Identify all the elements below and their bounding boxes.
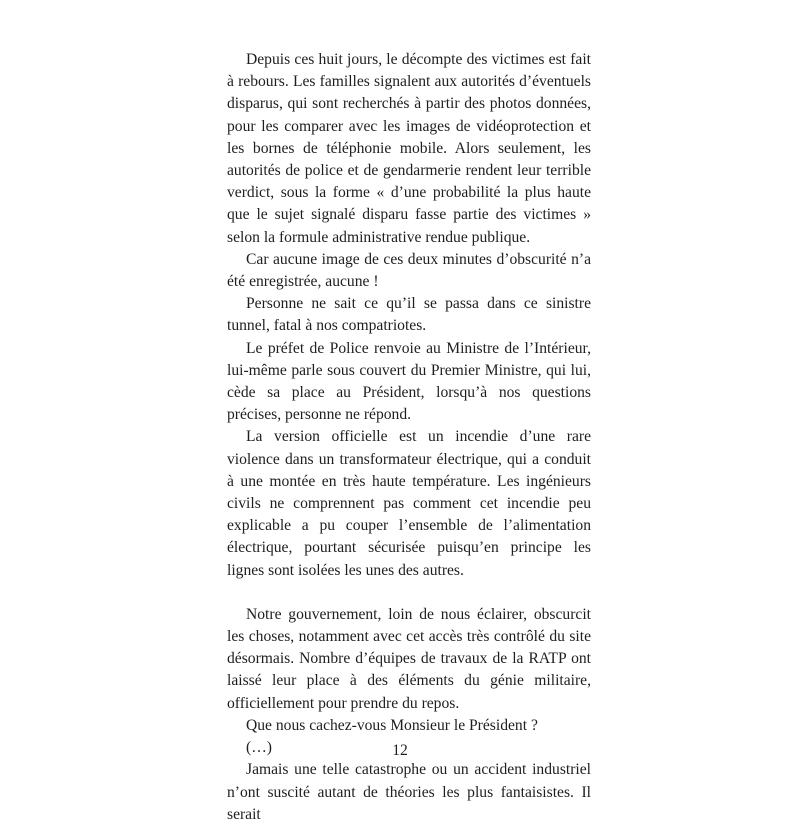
paragraph: (…)	[246, 739, 272, 757]
paragraph: La version officielle est un incendie d’une rare violence dans un transformateur électrique, qui a conduit à une montée en très haute température. Les ingénieurs civils ne comprennent pas comment cet incendie peu explicable a pu couper l’ensemble de l’alimentation électrique, pourtant sécurisée puisqu’en principe les lignes sont isolées les unes des autres.	[227, 428, 591, 579]
paragraph: Jamais une telle catastrophe ou un accident industriel n’ont suscité autant de théories les plus fantaisistes. Il serait	[227, 761, 591, 823]
paragraph: Car aucune image de ces deux minutes d’obscurité n’a été enregistrée, aucune !	[227, 250, 591, 291]
paragraph: Le préfet de Police renvoie au Ministre de l’Intérieur, lui-même parle sous couvert du Premier Ministre, qui lui, cède sa place au Président, lorsqu’à nos questions précises, personne ne répond.	[227, 339, 591, 424]
paragraph: Personne ne sait ce qu’il se passa dans ce sinistre tunnel, fatal à nos compatriotes.	[227, 295, 591, 335]
paragraph: Que nous cachez-vous Monsieur le Président ?	[246, 716, 538, 734]
page-number: 12	[392, 742, 408, 759]
body-text	[227, 49, 591, 826]
paragraph: Notre gouvernement, loin de nous éclairer, obscurcit les choses, notamment avec cet accès très contrôlé du site désormais. Nombre d’équipes de travaux de la RATP ont laissé leur place à des éléments du génie militaire, officiellement pour prendre du repos.	[227, 605, 591, 712]
paragraph: Depuis ces huit jours, le décompte des victimes est fait à rebours. Les familles signalent aux autorités d’éventuels disparus, qui sont recherchés à partir des photos données, pour les comparer avec les images de vidéoprotection et les bornes de téléphonie mobile. Alors seulement, les autorités de police et de gendarmerie rendent leur terrible verdict, sous la forme « d’une probabilité la plus haute que le sujet signalé disparu fasse partie des victimes » selon la formule administrative rendue publique.	[227, 51, 591, 246]
